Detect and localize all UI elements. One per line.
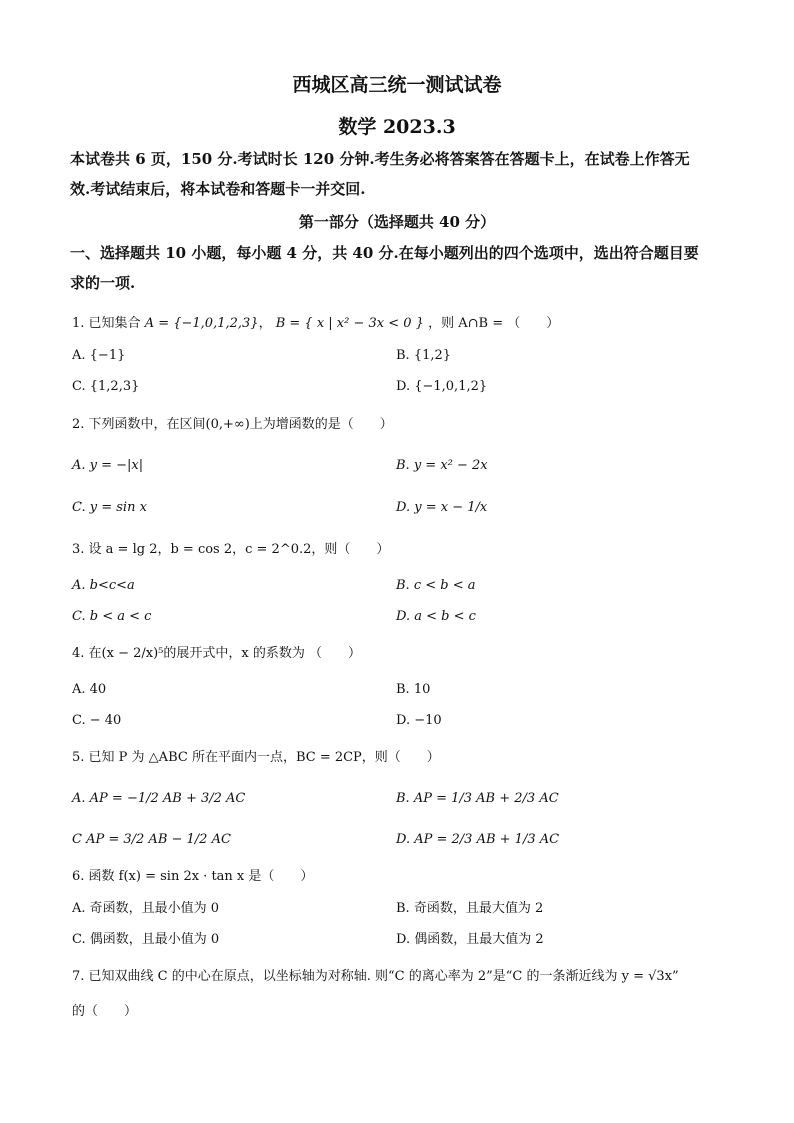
q3-option-a: A. b<c<a — [72, 578, 135, 593]
question-7-stem: 7. 已知双曲线 C 的中心在原点，以坐标轴为对称轴. 则“C 的离心率为 2”是“C 的一条渐近线为 y = √3x” — [72, 969, 679, 984]
question-4-stem: 4. 在(x − 2/x)⁵的展开式中，x 的系数为 （ ） — [72, 646, 361, 661]
q6-option-a: A. 奇函数，且最小值为 0 — [72, 901, 220, 916]
q5-option-d: D. AP = 2/3 AB + 1/3 AC — [396, 832, 560, 847]
q1-option-d: D. {−1,0,1,2} — [396, 379, 488, 394]
q1-option-a: A. {−1} — [72, 348, 126, 363]
question-1-stem — [72, 314, 732, 334]
q1-prefix: 1. 已知集合 — [72, 316, 141, 331]
question-6-stem: 6. 函数 f(x) = sin 2x · tan x 是（ ） — [72, 869, 314, 884]
q2-option-c: C. y = sin x — [72, 500, 147, 515]
section-line-2: 求的一项. — [70, 274, 136, 292]
q6-option-b: B. 奇函数，且最大值为 2 — [396, 901, 544, 916]
q2-option-b: B. y = x² − 2x — [396, 458, 488, 473]
q1-sep: ， — [258, 316, 272, 331]
q3-option-b: B. c < b < a — [396, 578, 476, 593]
q6-option-d: D. 偶函数，且最大值为 2 — [396, 932, 544, 947]
q1-set-a: A = {−1,0,1,2,3} — [144, 316, 259, 331]
q2-option-d: D. y = x − 1/x — [396, 500, 488, 515]
q1-set-b: B = { x | x² − 3x < 0 } — [275, 316, 424, 331]
q4-option-a: A. 40 — [72, 682, 107, 697]
q4-option-b: B. 10 — [396, 682, 431, 697]
q3-option-d: D. a < b < c — [396, 609, 476, 624]
q6-option-c: C. 偶函数，且最小值为 0 — [72, 932, 220, 947]
question-3-stem: 3. 设 a = lg 2，b = cos 2，c = 2^0.2，则（ ） — [72, 542, 390, 557]
section-one-instructions — [70, 238, 730, 298]
instructions-line-2: 效.考试结束后，将本试卷和答题卡一并交回. — [70, 180, 366, 198]
instructions-line-1: 本试卷共 6 页，150 分.考试时长 120 分钟.考生务必将答案答在答题卡上，在试卷上作答无 — [70, 150, 690, 168]
question-7-stem-line-2: 的（ ） — [72, 1004, 138, 1019]
exam-instructions — [70, 144, 730, 204]
q2-option-a: A. y = −|x| — [72, 458, 144, 473]
section-line-1: 一、选择题共 10 小题，每小题 4 分，共 40 分.在每小题列出的四个选项中，选出符合题目要 — [70, 244, 699, 262]
q3-option-c: C. b < a < c — [72, 609, 152, 624]
question-5-stem: 5. 已知 P 为 △ABC 所在平面内一点，BC = 2CP，则（ ） — [72, 750, 440, 765]
q5-option-c: C AP = 3/2 AB − 1/2 AC — [72, 832, 231, 847]
q1-option-b: B. {1,2} — [396, 348, 452, 363]
part-one-heading: 第一部分（选择题共 40 分） — [298, 213, 496, 231]
q4-option-c: C. − 40 — [72, 713, 122, 728]
q5-option-b: B. AP = 1/3 AB + 2/3 AC — [396, 791, 559, 806]
q5-option-a: A. AP = −1/2 AB + 3/2 AC — [72, 791, 246, 806]
q1-option-c: C. {1,2,3} — [72, 379, 140, 394]
q4-option-d: D. −10 — [396, 713, 442, 728]
question-2-stem: 2. 下列函数中，在区间(0,+∞)上为增函数的是（ ） — [72, 417, 393, 432]
exam-subtitle: 数学 2023.3 — [338, 116, 456, 138]
q1-suffix: ，则 A∩B = （ ） — [428, 316, 560, 331]
exam-title: 西城区高三统一测试试卷 — [292, 74, 502, 96]
